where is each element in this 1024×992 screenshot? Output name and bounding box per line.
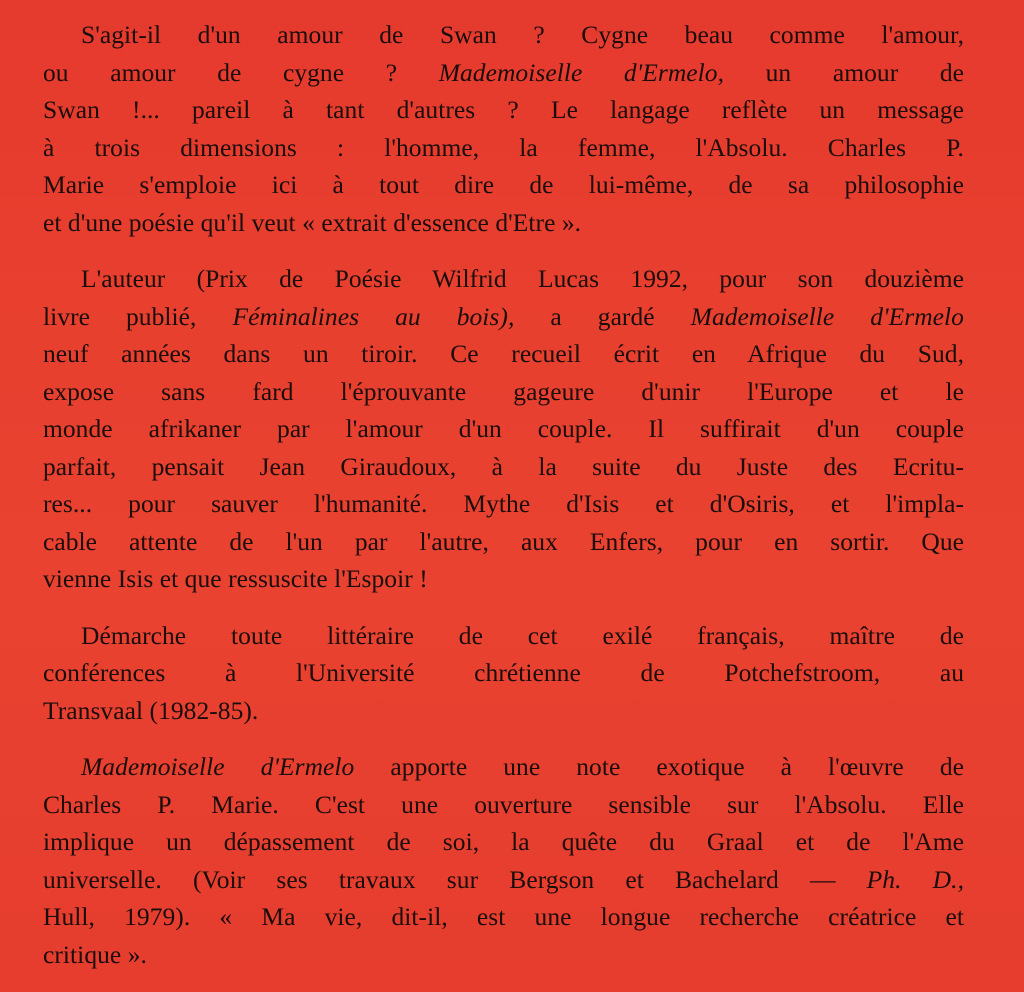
- text-line: [43, 823, 964, 861]
- text-line: [43, 166, 964, 204]
- text-line: [43, 260, 964, 298]
- text-run: critique ».: [43, 939, 147, 969]
- text-run: Charles P. Marie. C'est une ouverture sensible sur l'Absolu. Elle: [43, 789, 964, 819]
- text-run: res... pour sauver l'humanité. Mythe d'Isis et d'Osiris, et l'impla-: [43, 489, 964, 518]
- text-run: livre publié,: [43, 301, 233, 331]
- italic-text-run: Mademoiselle d'Ermelo: [81, 752, 355, 781]
- text-line: [43, 936, 964, 974]
- italic-text-run: Mademoiselle d'Ermelo,: [438, 57, 725, 87]
- text-run: L'auteur (Prix de Poésie Wilfrid Lucas 1992, pour son douzième: [81, 264, 964, 293]
- text-line: [43, 298, 964, 336]
- text-run: conférences à l'Université chrétienne de Potchefstroom, au: [43, 658, 964, 687]
- text-line: [43, 16, 964, 54]
- paragraph: [43, 748, 964, 973]
- text-line: [43, 523, 964, 561]
- text-run: Swan !... pareil à tant d'autres ? Le langage reflète un message: [43, 95, 964, 124]
- text-line: [43, 560, 964, 598]
- text-line: [43, 373, 964, 411]
- text-line: [43, 129, 964, 167]
- text-run: vienne Isis et que ressuscite l'Espoir !: [43, 564, 428, 593]
- text-run: à trois dimensions : l'homme, la femme, l'Absolu. Charles P.: [43, 132, 964, 162]
- text-run: et d'une poésie qu'il veut « extrait d'essence d'Etre ».: [43, 207, 582, 237]
- text-run: expose sans fard l'éprouvante gageure d'unir l'Europe et le: [43, 376, 964, 406]
- text-run: neuf années dans un tiroir. Ce recueil écrit en Afrique du Sud,: [43, 339, 964, 368]
- italic-text-run: Mademoiselle d'Ermelo: [690, 301, 964, 331]
- text-run: cable attente de l'un par l'autre, aux Enfers, pour en sortir. Que: [43, 526, 964, 556]
- text-run: ou amour de cygne ?: [43, 57, 439, 87]
- italic-text-run: Féminalines au bois),: [232, 301, 515, 331]
- text-line: [43, 748, 964, 786]
- text-line: [43, 204, 964, 242]
- italic-text-run: Ph. D.,: [866, 864, 964, 894]
- text-run: monde afrikaner par l'amour d'un couple. Il suffirait d'un couple: [43, 414, 964, 443]
- text-run: Démarche toute littéraire de cet exilé français, maître de: [81, 620, 964, 650]
- text-run: S'agit-il d'un amour de Swan ? Cygne beau comme l'amour,: [81, 20, 964, 49]
- paragraph: [43, 617, 964, 730]
- text-line: [43, 692, 964, 730]
- text-run: parfait, pensait Jean Giraudoux, à la suite du Juste des Ecritu-: [43, 451, 964, 481]
- text-run: Transvaal (1982-85).: [43, 695, 259, 725]
- text-line: [43, 410, 964, 448]
- text-line: [43, 335, 964, 373]
- text-line: [43, 485, 964, 523]
- text-run: universelle. (Voir ses travaux sur Bergson et Bachelard —: [43, 864, 867, 894]
- paragraph: [43, 16, 964, 241]
- text-run: Hull, 1979). « Ma vie, dit-il, est une longue recherche créatrice et: [43, 902, 964, 931]
- text-line: [43, 861, 964, 899]
- text-line: [43, 54, 964, 92]
- text-line: [43, 617, 964, 655]
- text-run: un amour de: [724, 57, 965, 87]
- text-run: Marie s'emploie ici à tout dire de lui-même, de sa philosophie: [43, 170, 964, 199]
- text-line: [43, 91, 964, 129]
- text-run: a gardé: [514, 301, 691, 331]
- text-run: apporte une note exotique à l'œuvre de: [354, 752, 964, 781]
- text-line: [43, 448, 964, 486]
- text-run: implique un dépassement de soi, la quête du Graal et de l'Ame: [43, 827, 964, 856]
- text-line: [43, 786, 964, 824]
- text-line: [43, 654, 964, 692]
- paragraph: [43, 260, 964, 598]
- text-line: [43, 898, 964, 936]
